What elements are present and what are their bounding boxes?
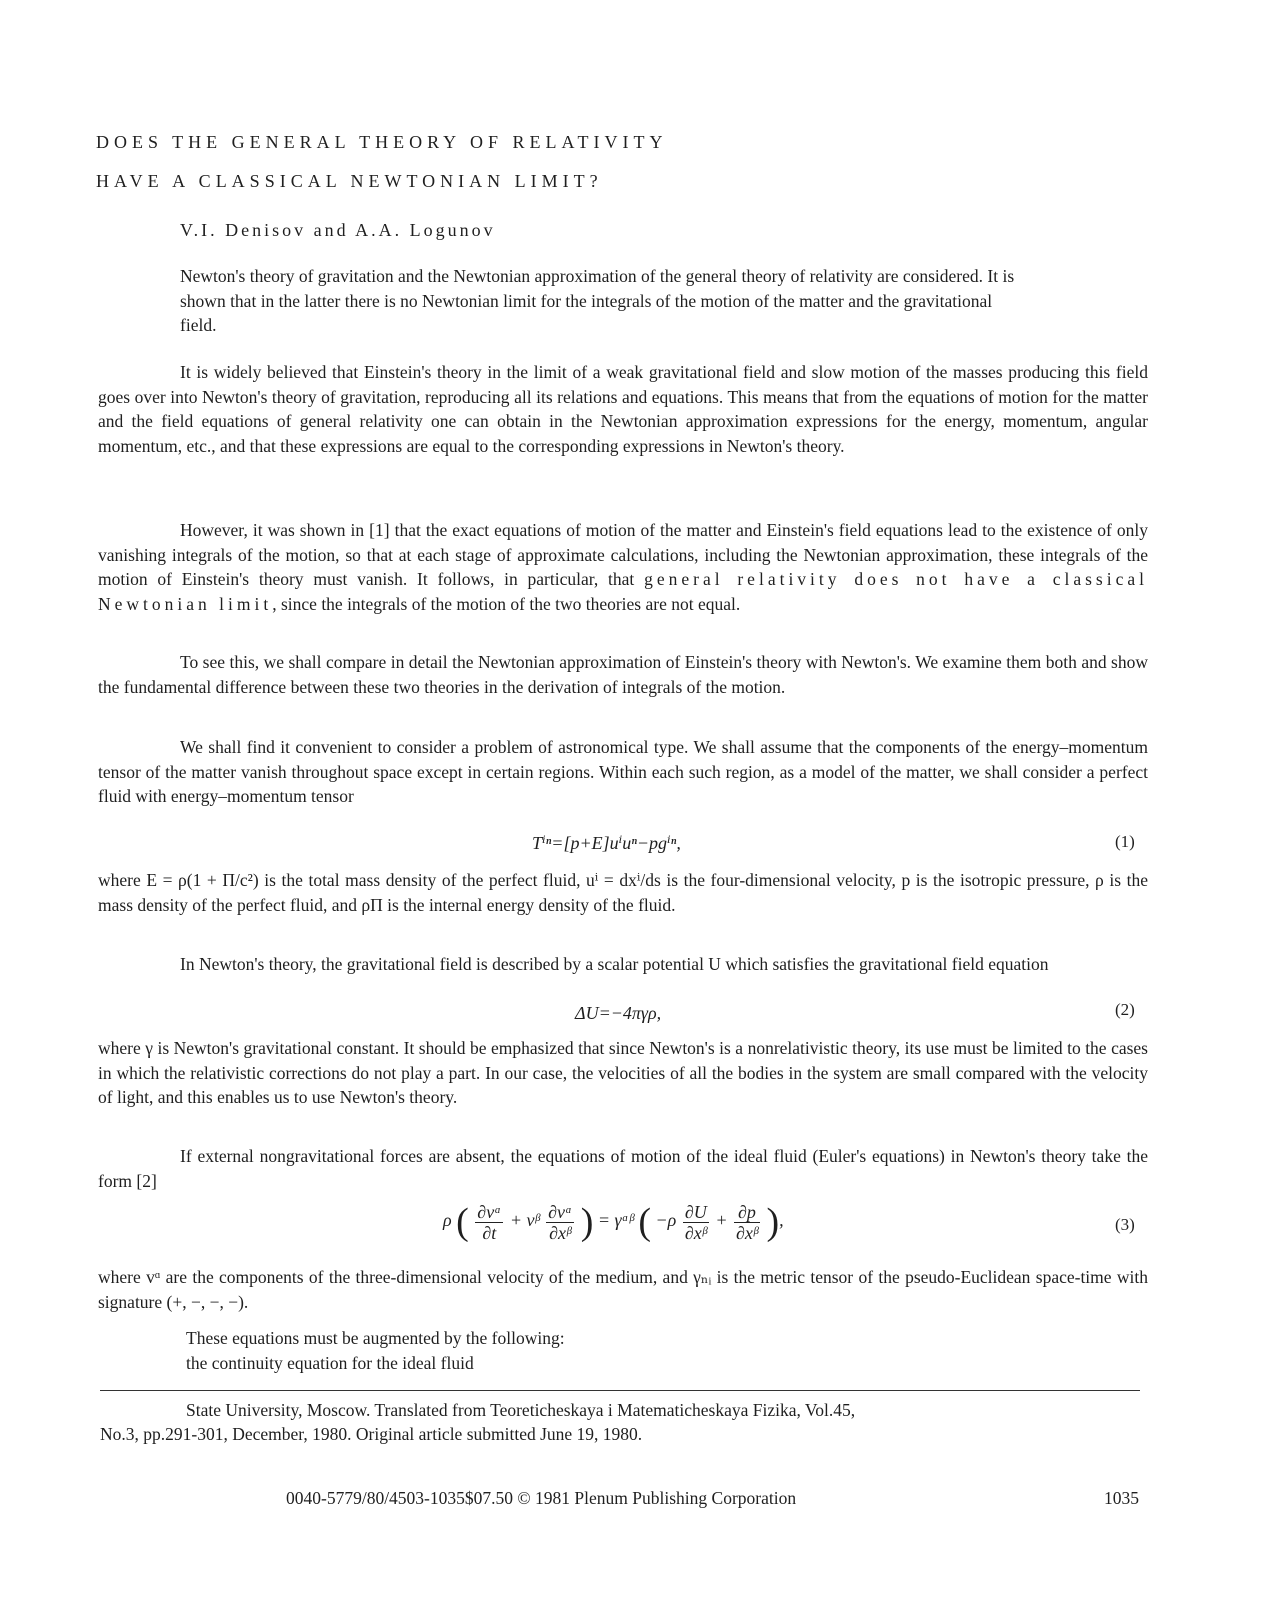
paragraph-2-text bbox=[98, 518, 1148, 616]
footnote-line-2: No.3, pp.291-301, December, 1980. Original article submitted June 19, 1980. bbox=[100, 1424, 643, 1444]
equation-1: Tⁱⁿ=[p+E]uⁱuⁿ−pgⁱⁿ, bbox=[532, 833, 681, 853]
paragraph-8-text: If external nongravitational forces are absent, the equations of motion of the ideal fluid (Euler's equations) in Newton's theory take the form [2] bbox=[98, 1146, 1148, 1191]
eq3-close-paren: ) bbox=[580, 1201, 594, 1243]
paragraph-10-line-2: the continuity equation for the ideal fluid bbox=[186, 1352, 474, 1373]
eq3-rho: ρ bbox=[443, 1210, 452, 1231]
eq3-open-paren: ( bbox=[456, 1201, 469, 1243]
eq3-fraction-3-denominator: ∂xᵝ bbox=[684, 1222, 707, 1243]
footnote-rule bbox=[100, 1390, 1140, 1391]
paragraph-9 bbox=[98, 1265, 1148, 1314]
page-number: 1035 bbox=[1104, 1488, 1139, 1508]
paragraph-2-part-b: , since the integrals of the motion of the two theories are not equal. bbox=[272, 593, 741, 614]
paragraph-2-emphasis: general relativity does not have a classical Newtonian limit bbox=[98, 569, 1148, 614]
eq3-fraction-1 bbox=[475, 1202, 503, 1243]
paragraph-5 bbox=[98, 868, 1148, 917]
paragraph-2-part-a: However, it was shown in [1] that the exact equations of motion of the matter and Einstein's field equations lead to the existence of only vanishing integrals of the motion, so that at each stage of approximate calculations, including the Newtonian approximation, these integrals of the motion of Einstein's theory must vanish. It follows, in particular, that bbox=[98, 520, 1148, 589]
paragraph-7-text: where γ is Newton's gravitational constant. It should be emphasized that since Newton's is a nonrelativistic theory, its use must be limited to the cases in which the relativistic corrections do not play a part. In our case, the velocities of all the bodies in the system are small compared with the velocity of light, and this enables us to use Newton's theory. bbox=[98, 1038, 1148, 1107]
paragraph-6 bbox=[98, 952, 1148, 977]
eq3-fraction-1-numerator: ∂vᵅ bbox=[477, 1201, 502, 1222]
footer-publication-code: 0040-5779/80/4503-1035$07.50 © 1981 Plenum Publishing Corporation bbox=[286, 1488, 797, 1508]
paragraph-3-text: To see this, we shall compare in detail the Newtonian approximation of Einstein's theory with Newton's. We examine them both and show the fundamental difference between these two theories in the derivation of integrals of the motion. bbox=[98, 652, 1148, 697]
equation-3-number: (3) bbox=[1115, 1215, 1135, 1234]
paragraph-7 bbox=[98, 1036, 1148, 1110]
eq3-fraction-2-numerator: ∂vᵅ bbox=[548, 1201, 573, 1222]
paragraph-3 bbox=[98, 650, 1148, 699]
paragraph-10 bbox=[186, 1326, 565, 1375]
eq3-fraction-2 bbox=[546, 1202, 574, 1243]
paragraph-6-text: In Newton's theory, the gravitational field is described by a scalar potential U which satisfies the gravitational field equation bbox=[180, 954, 1049, 974]
equation-1-number: (1) bbox=[1115, 832, 1135, 851]
paragraph-10-line-1: These equations must be augmented by the following: bbox=[186, 1328, 565, 1348]
eq3-fraction-4-numerator: ∂p bbox=[734, 1202, 760, 1223]
paragraph-4-text: We shall find it convenient to consider a problem of astronomical type. We shall assume that the components of the energy–momentum tensor of the matter vanish throughout space except in certain regions. Within each such region, as a model of the matter, we shall consider a perfect fluid with energy–momentum tensor bbox=[98, 737, 1148, 806]
paragraph-1-text: It is widely believed that Einstein's theory in the limit of a weak gravitational field and slow motion of the masses producing this field goes over into Newton's theory of gravitation, reproducing all its relations and equations. This means that from the equations of motion for the matter and the field equations of general relativity one can obtain in the Newtonian approximation expressions for the energy, momentum, angular momentum, etc., and that these expressions are equal to the corresponding expressions in Newton's theory. bbox=[98, 362, 1148, 456]
title-line-2: HAVE A CLASSICAL NEWTONIAN LIMIT? bbox=[96, 171, 603, 191]
equation-3 bbox=[443, 1200, 784, 1244]
paragraph-5-text: where E = ρ(1 + Π/c²) is the total mass density of the perfect fluid, uⁱ = dxⁱ/ds is the four-dimensional velocity, p is the isotropic pressure, ρ is the mass density of the perfect fluid, and ρΠ is the internal energy density of the fluid. bbox=[98, 870, 1148, 915]
equation-2-number: (2) bbox=[1115, 1000, 1135, 1019]
abstract-text: Newton's theory of gravitation and the Newtonian approximation of the general theory of relativity are considered. It is shown that in the latter there is no Newtonian limit for the integrals of the motion of the matter and the gravitational field. bbox=[180, 266, 1015, 335]
eq3-fraction-2-denominator: ∂xᵝ bbox=[549, 1222, 572, 1243]
eq3-fraction-3-numerator: ∂U bbox=[683, 1202, 709, 1223]
footnote-line-1: State University, Moscow. Translated from Teoreticheskaya i Matematicheskaya Fizika, Vol.45, bbox=[186, 1400, 856, 1420]
eq3-fraction-4-denominator: ∂xᵝ bbox=[735, 1222, 758, 1243]
paragraph-1 bbox=[98, 360, 1148, 458]
eq3-open-paren-2: ( bbox=[638, 1201, 652, 1243]
eq3-equals-gamma: = γᵅᵝ bbox=[597, 1210, 634, 1231]
eq3-plus-v: + vᵝ bbox=[509, 1210, 540, 1231]
eq3-comma: , bbox=[779, 1210, 784, 1231]
authors: V.I. Denisov and A.A. Logunov bbox=[180, 220, 496, 240]
paragraph-2 bbox=[98, 518, 1148, 616]
paragraph-8 bbox=[98, 1144, 1148, 1193]
equation-2: ΔU=−4πγρ, bbox=[575, 1003, 662, 1023]
paragraph-9-text: where vᵅ are the components of the three-dimensional velocity of the medium, and γₙᵢ is the metric tensor of the pseudo-Euclidean space-time with signature (+, −, −, −). bbox=[98, 1267, 1148, 1312]
eq3-fraction-1-denominator: ∂t bbox=[482, 1222, 497, 1243]
abstract bbox=[180, 264, 1020, 338]
eq3-close-paren-2: ) bbox=[766, 1201, 780, 1243]
eq3-fraction-3 bbox=[683, 1202, 709, 1243]
paragraph-4 bbox=[98, 735, 1148, 809]
eq3-plus: + bbox=[715, 1210, 728, 1231]
title-line-1: DOES THE GENERAL THEORY OF RELATIVITY bbox=[96, 132, 668, 152]
eq3-minus-rho: −ρ bbox=[655, 1210, 677, 1231]
footnote bbox=[100, 1398, 1140, 1446]
eq3-fraction-4 bbox=[734, 1202, 760, 1243]
